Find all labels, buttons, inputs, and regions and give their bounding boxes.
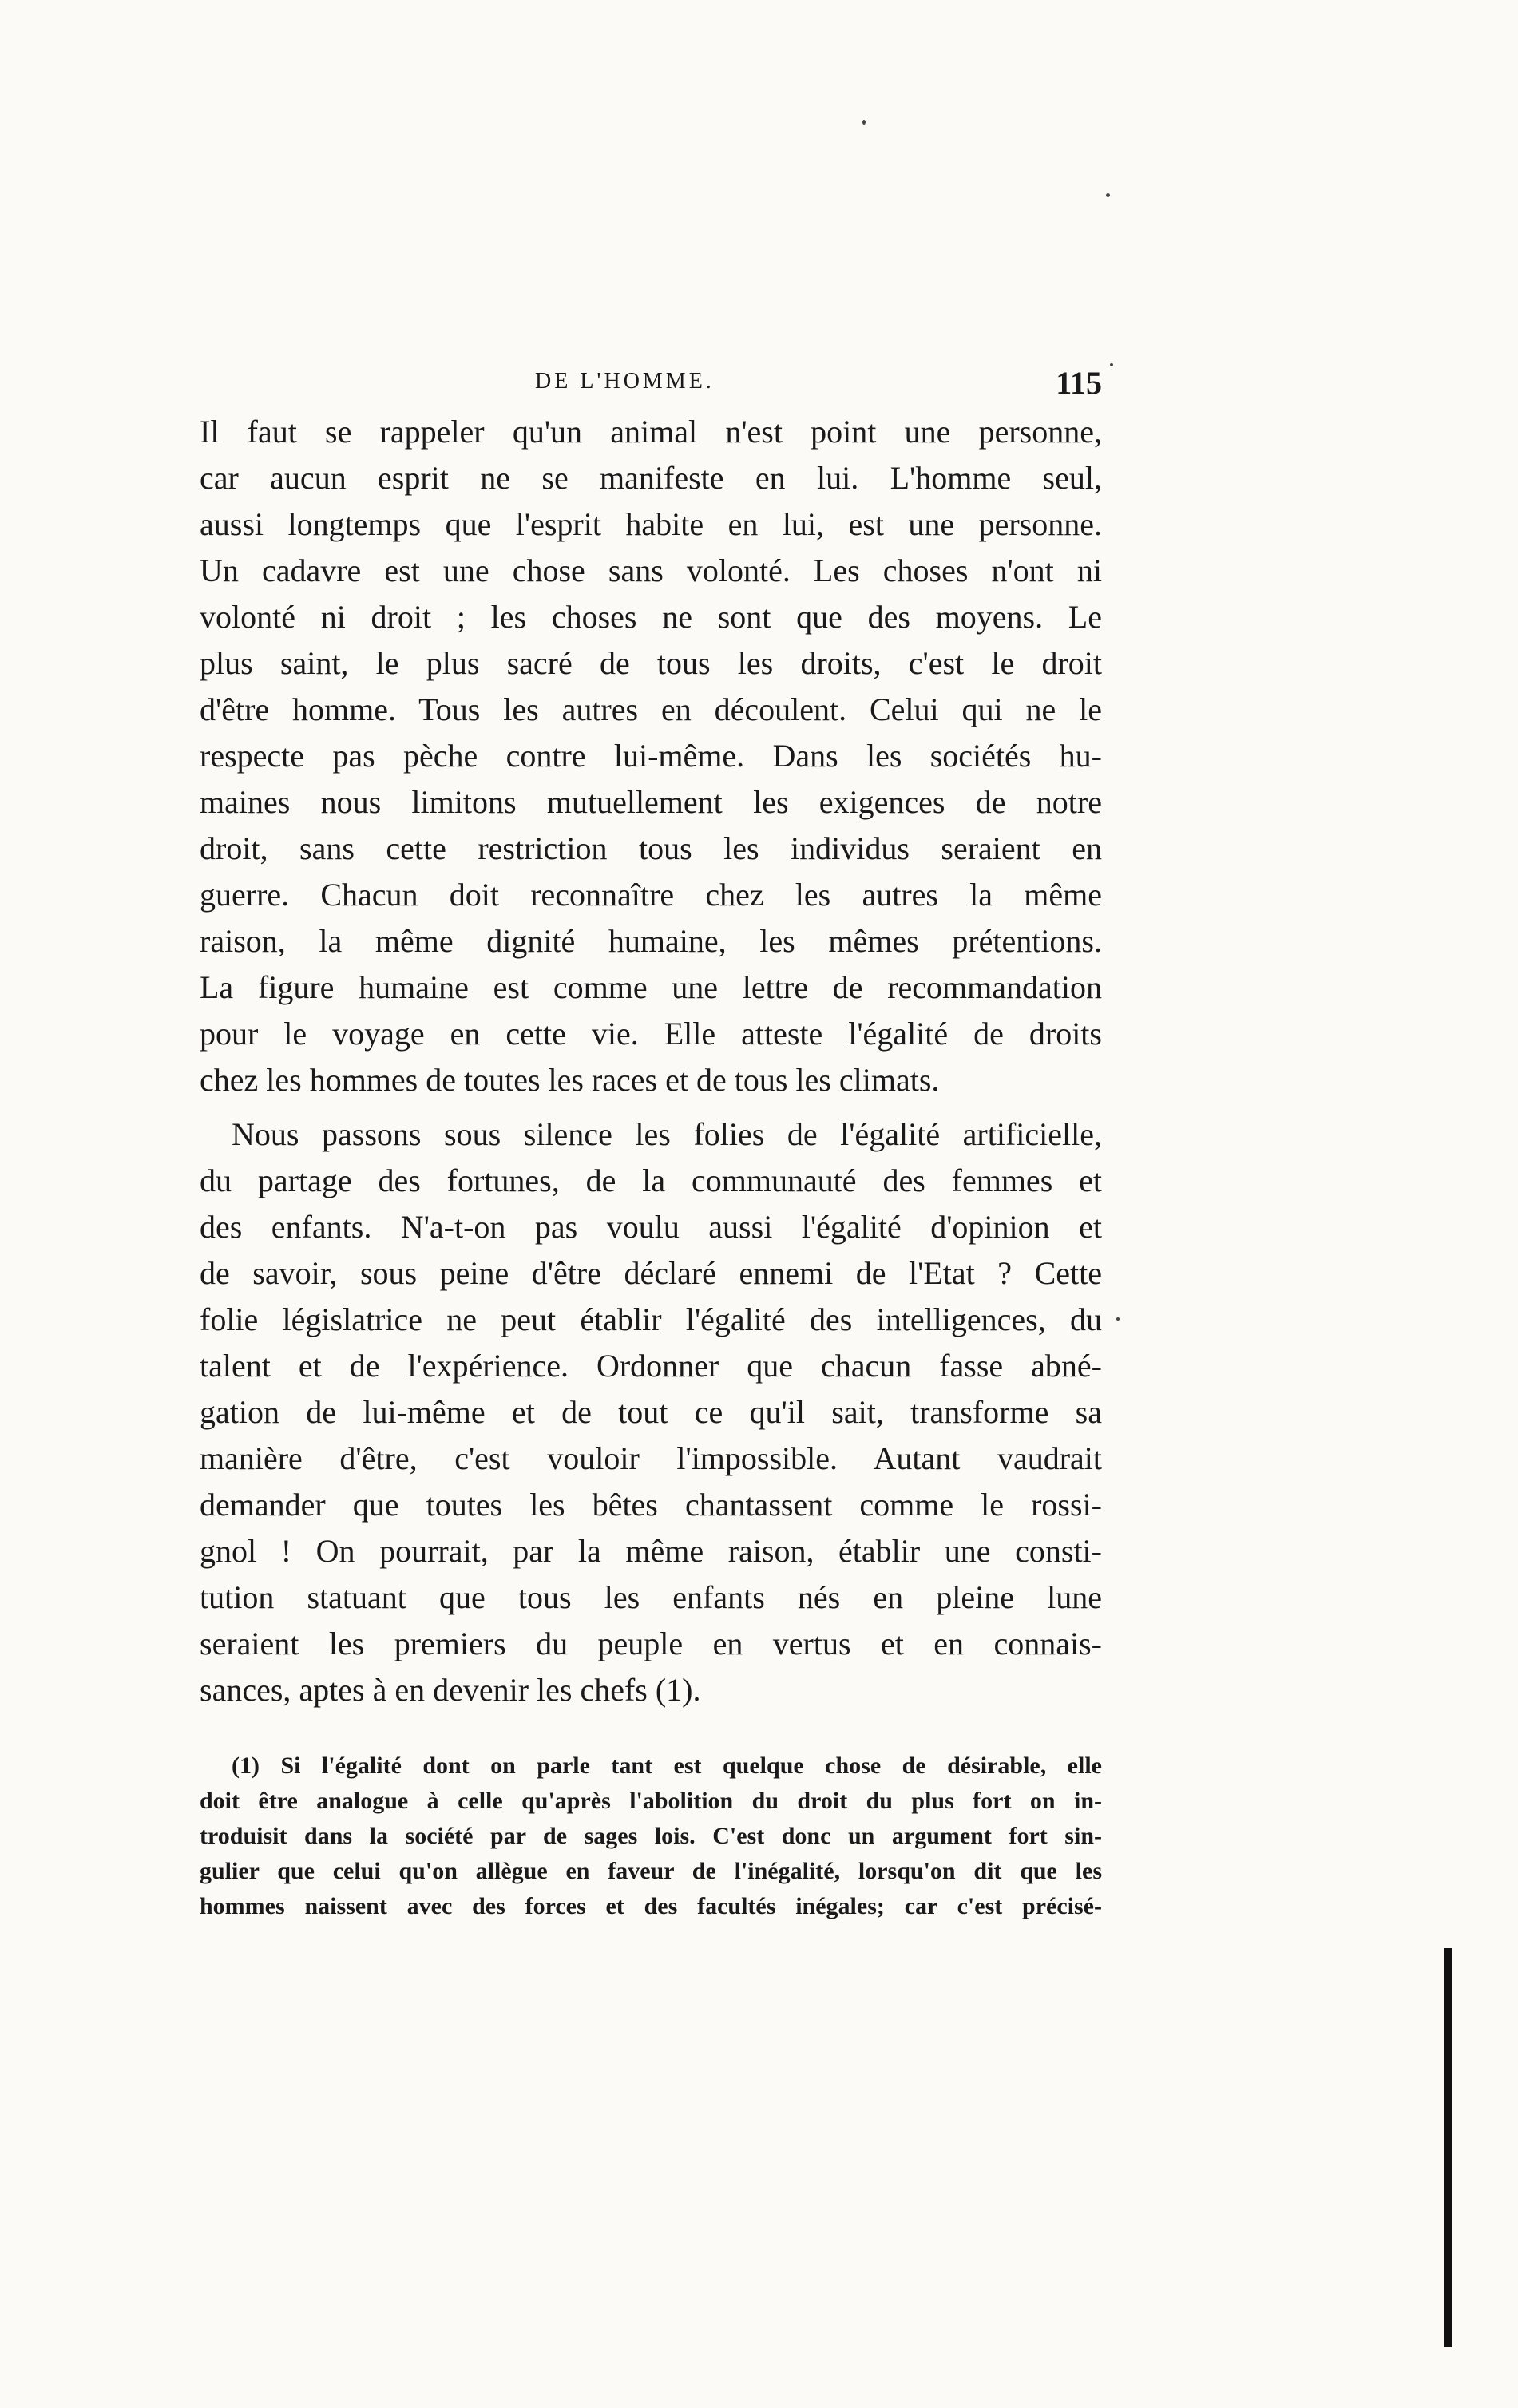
scan-speck — [1110, 363, 1113, 366]
text-line: d'être homme. Tous les autres en découlent. Celui qui ne le — [200, 691, 1102, 727]
text-line: des enfants. N'a-t-on pas voulu aussi l'égalité d'opinion et — [200, 1209, 1102, 1245]
text-line: aussi longtemps que l'esprit habite en lui, est une personne. — [200, 506, 1102, 542]
scan-edge-bar — [1444, 1948, 1452, 2347]
running-head — [200, 365, 1102, 401]
text-line: plus saint, le plus sacré de tous les droits, c'est le droit — [200, 645, 1102, 681]
text-line: Un cadavre est une chose sans volonté. Les choses n'ont ni — [200, 552, 1102, 588]
text-line: car aucun esprit ne se manifeste en lui. L'homme seul, — [200, 460, 1102, 496]
text-line: volonté ni droit ; les choses ne sont que des moyens. Le — [200, 599, 1102, 635]
text-line: La figure humaine est comme une lettre de recommandation — [200, 969, 1102, 1005]
footnote-line: (1) Si l'égalité dont on parle tant est quelque chose de désirable, elle — [232, 1753, 1102, 1779]
text-line: guerre. Chacun doit reconnaître chez les autres la même — [200, 877, 1102, 913]
text-line: gation de lui-même et de tout ce qu'il sait, transforme sa — [200, 1394, 1102, 1430]
text-line: talent et de l'expérience. Ordonner que chacun fasse abné- — [200, 1348, 1102, 1384]
text-line: de savoir, sous peine d'être déclaré ennemi de l'Etat ? Cette — [200, 1255, 1102, 1291]
text-line: folie législatrice ne peut établir l'égalité des intelligences, du — [200, 1301, 1102, 1337]
text-line: seraient les premiers du peuple en vertus et en connais- — [200, 1626, 1102, 1661]
scan-speck — [1116, 1317, 1120, 1321]
text-line: raison, la même dignité humaine, les mêmes prétentions. — [200, 923, 1102, 959]
text-line: tution statuant que tous les enfants nés en pleine lune — [200, 1579, 1102, 1615]
text-line: sances, aptes à en devenir les chefs (1). — [200, 1672, 701, 1708]
running-title: DE L'HOMME. — [535, 369, 715, 394]
text-line: respecte pas pèche contre lui-même. Dans les sociétés hu- — [200, 738, 1102, 774]
text-line: demander que toutes les bêtes chantassent comme le rossi- — [200, 1487, 1102, 1523]
text-line: Nous passons sous silence les folies de l'égalité artificielle, — [232, 1116, 1102, 1152]
text-line: gnol ! On pourrait, par la même raison, établir une consti- — [200, 1533, 1102, 1569]
footnote-line: hommes naissent avec des forces et des facultés inégales; car c'est précisé- — [200, 1893, 1102, 1919]
text-line: du partage des fortunes, de la communauté des femmes et — [200, 1162, 1102, 1198]
footnote-line: doit être analogue à celle qu'après l'abolition du droit du plus fort on in- — [200, 1788, 1102, 1814]
text-line: Il faut se rappeler qu'un animal n'est point une personne, — [200, 414, 1102, 450]
footnote-line: gulier que celui qu'on allègue en faveur de l'inégalité, lorsqu'on dit que les — [200, 1858, 1102, 1884]
text-line: pour le voyage en cette vie. Elle atteste l'égalité de droits — [200, 1016, 1102, 1052]
text-line: droit, sans cette restriction tous les individus seraient en — [200, 830, 1102, 866]
text-line: maines nous limitons mutuellement les exigences de notre — [200, 784, 1102, 820]
footnote-line: troduisit dans la société par de sages lois. C'est donc un argument fort sin- — [200, 1823, 1102, 1849]
scan-speck — [862, 120, 866, 125]
page-number: 115 — [1056, 365, 1102, 401]
text-line: chez les hommes de toutes les races et de tous les climats. — [200, 1062, 940, 1098]
text-line: manière d'être, c'est vouloir l'impossible. Autant vaudrait — [200, 1440, 1102, 1476]
scan-speck — [1106, 193, 1110, 197]
